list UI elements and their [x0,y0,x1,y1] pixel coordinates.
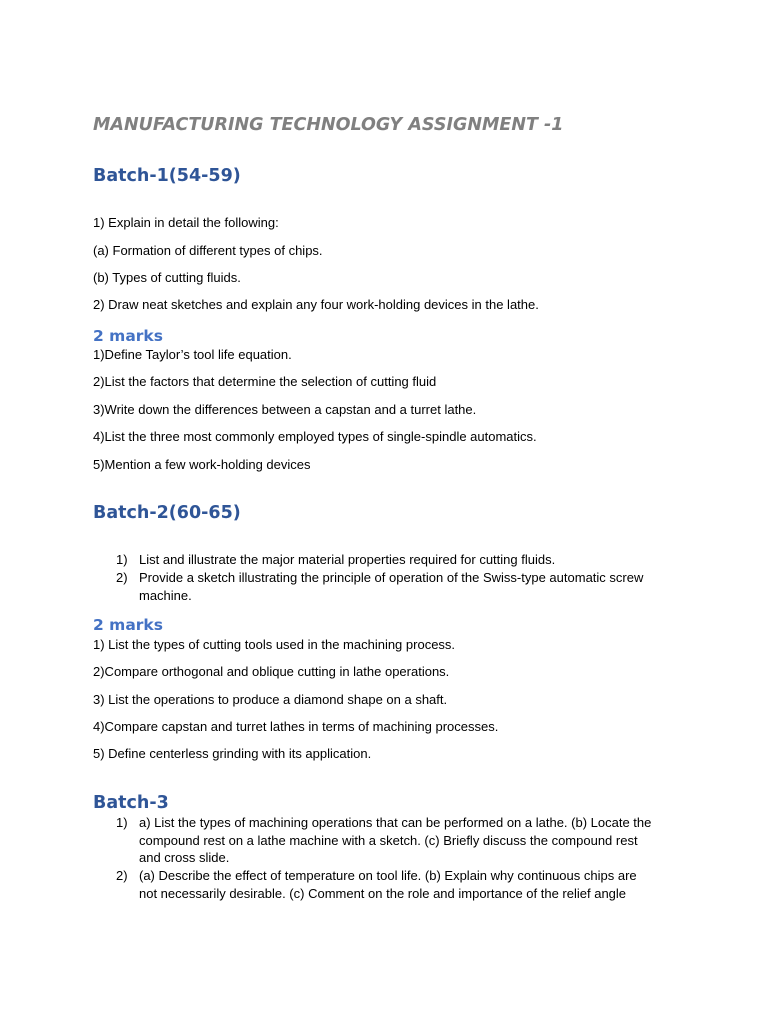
batch-2-question-item [116,569,656,604]
batch-2-marks-question: 3) List the operations to produce a diamond shape on a shaft. [93,692,448,707]
batch-1-question-line: 1) Explain in detail the following: [93,215,279,230]
batch-2-marks-question: 1) List the types of cutting tools used in the machining process. [93,637,456,652]
question-text: List and illustrate the major material properties required for cutting fluids. [139,552,556,567]
question-text: a) List the types of machining operations that can be performed on a lathe. (b) Locate the compound rest on a lathe machine with a sketch. (c) Briefly discuss the compound rest and cross slide. [139,815,652,865]
question-text: Provide a sketch illustrating the principle of operation of the Swiss-type automatic screw machine. [139,570,644,603]
batch-2-heading: Batch-2(60-65) [93,503,241,523]
batch-1-question-line: (a) Formation of different types of chips. [93,243,323,258]
batch-1-marks-question: 5)Mention a few work-holding devices [93,457,311,472]
question-number: 1) [116,815,128,830]
batch-1-marks-heading: 2 marks [93,327,163,345]
question-number: 2) [116,868,128,883]
batch-1-marks-question: 1)Define Taylor’s tool life equation. [93,347,292,362]
batch-3-question-item [116,867,656,902]
batch-2-marks-question: 2)Compare orthogonal and oblique cutting in lathe operations. [93,664,450,679]
batch-1-marks-question: 3)Write down the differences between a capstan and a turret lathe. [93,402,477,417]
batch-2-marks-question: 4)Compare capstan and turret lathes in terms of machining processes. [93,719,499,734]
question-number: 1) [116,552,128,567]
batch-1-marks-question: 4)List the three most commonly employed types of single-spindle automatics. [93,429,537,444]
batch-1-marks-question: 2)List the factors that determine the selection of cutting fluid [93,374,437,389]
question-text: (a) Describe the effect of temperature on tool life. (b) Explain why continuous chips are not necessarily desirable. (c) Comment on the role and importance of the relief angle [139,868,637,901]
document-title: MANUFACTURING TECHNOLOGY ASSIGNMENT -1 [93,115,564,135]
batch-2-marks-question: 5) Define centerless grinding with its application. [93,746,372,761]
batch-1-question-line: 2) Draw neat sketches and explain any four work-holding devices in the lathe. [93,297,539,312]
batch-3-question-item [116,814,656,867]
batch-2-question-item [116,551,656,569]
batch-1-question-line: (b) Types of cutting fluids. [93,270,241,285]
batch-3-heading: Batch-3 [93,793,169,813]
batch-1-heading: Batch-1(54-59) [93,166,241,186]
question-number: 2) [116,570,128,585]
batch-2-marks-heading: 2 marks [93,616,163,634]
